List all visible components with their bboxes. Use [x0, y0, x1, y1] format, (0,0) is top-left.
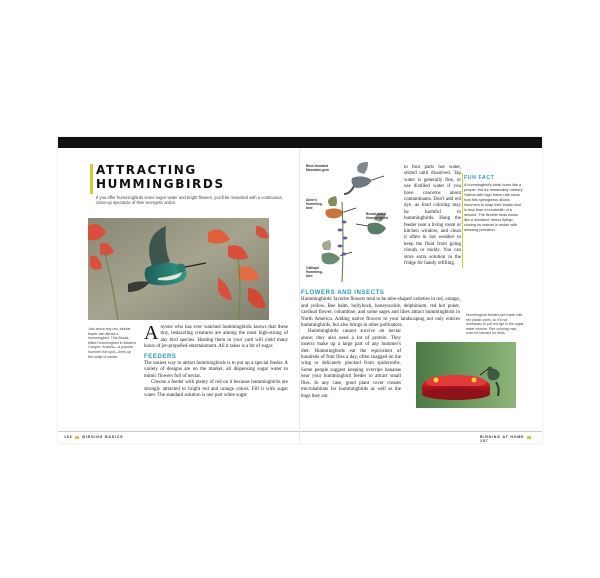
feeder-photo: [416, 342, 516, 408]
photo-caption: Just about any red, tubular flower can attract a hummingbird. This Broad-billed Hummingbird in Madera Canyon, Arizona—a popular hummer hot spot—lines up the scalp of nectar.: [88, 327, 136, 359]
footer-rule-right: [300, 431, 542, 432]
footer-right: [480, 435, 542, 443]
intro-body: [144, 322, 288, 399]
feeder-photo-art: [416, 342, 516, 408]
drop-cap: A: [144, 322, 159, 344]
label-allens: Allen's Humming-bird: [306, 198, 323, 210]
page-number-left: 156: [64, 435, 73, 439]
label-broad-tailed: Broad-tailed Hummingbird: [366, 212, 389, 220]
bird-illustrations-art: [308, 162, 408, 282]
intro-paragraph: nyone who has ever watched hummingbirds knows that these tiny, bedazzling creatures are among the most high-strung of any bird species. Hosting them in your yard will yield many hours of jet-propelled entertainment. All it takes is a bit of sugar.: [144, 325, 288, 350]
page-gutter: [299, 148, 300, 443]
hummingbird-photo: [88, 218, 269, 320]
book-spread: [58, 137, 542, 443]
page-number-right: 157: [480, 439, 489, 443]
feeders-paragraph-1: The easiest way to attract hummingbirds is to put up a special feeder. A variety of designs are on the market, all dispensing sugar water to mimic flowers full of nectar.: [144, 361, 288, 379]
feeder-caption: Hummingbird feeders are made with red plastic parts, so it's not necessary to put red dye in the sugar water mixture. Red coloring may even be harmful for birds.: [466, 313, 524, 335]
flowers-paragraph-2: Hummingbirds cannot survive on nectar alone; they also need a lot of protein. They insects make up a large part of any hummer's diet. Hummingbirds eat the equivalent of hundreds of fruit flies a day, often snagged on the wing or delicately plucked from spiderwebs. Some people suggest keeping overripe bananas near your hummingbird feeder to attract small flies. In any case, good plant cover creates microhabitats for hummingbirds as well as the bugs they eat.: [301, 329, 401, 399]
flowers-heading: FLOWERS AND INSECTS: [301, 290, 385, 296]
title-line-1: ATTRACTING: [96, 163, 197, 177]
section-label-right: BIRDING AT HOME: [480, 435, 525, 439]
footer-left: [64, 435, 123, 439]
top-black-band: [58, 137, 542, 148]
feeders-continued: to four parts hot water, stirred until dissolved. Tap water is generally fine, or use distilled water if you have concerns about contaminants. Don't add red dye, as food coloring may be harmful to hummingbirds. Hang the feeder near a living room or kitchen window, and clean it often in hot weather to keep the fluid from going cloudy or moldy. You can store extra solution in the fridge for handy refilling.: [404, 165, 461, 267]
footer-left-separator: [75, 436, 79, 439]
fun-fact-rule: [462, 173, 463, 268]
flowers-paragraph-1: Hummingbirds' favorite flowers tend to be tube-shaped varieties in red, orange, and yellow. Bee balm, hollyhock, honeysuckle, delphinium, red hot poker, cardinal flower, columbine, and some sages and lilies attract hummingbirds in North America. Adding native flowers to your landscaping not only entices hummingbirds, but also brings in other pollinators.: [301, 297, 460, 329]
lede-text: If you offer hummingbirds some sugar water and bright flowers, you'll be rewarded with a continuous, close-up spectacle of their energetic antics.: [96, 195, 283, 206]
section-label-left: BIRDING BASICS: [82, 435, 124, 439]
hummingbird-photo-art: [88, 218, 269, 320]
label-blue-throated: Blue-throated Mountain-gem: [306, 164, 330, 172]
feeders-heading: FEEDERS: [144, 353, 177, 360]
feeders-paragraph-2: Choose a feeder with plenty of red on it because hummingbirds are strongly attracted to bright red and orange colors. Fill it with sugar water. The standard solution is one part white sugar: [144, 380, 288, 399]
footer-right-separator: [527, 436, 531, 439]
title-line-2: HUMMINGBIRDS: [96, 177, 225, 191]
fun-fact-text: A hummingbird's beak looks like a pooper, but it's remarkably rubbery. Videos with high frame rate show how this springiness allows hummers to snap their beaks shut in less than a hundredth of a second. The flexible beak works like a miniature Venus flytrap, closing on insects in midair with amazing precision.: [464, 183, 524, 232]
footer-rule-left: [58, 431, 299, 432]
label-calliope: Calliope Humming-bird: [306, 266, 323, 278]
title-accent-bar: [90, 164, 93, 194]
page-title: [96, 163, 225, 191]
bird-illustrations: [308, 162, 408, 282]
fun-fact-heading: FUN FACT: [464, 175, 495, 181]
